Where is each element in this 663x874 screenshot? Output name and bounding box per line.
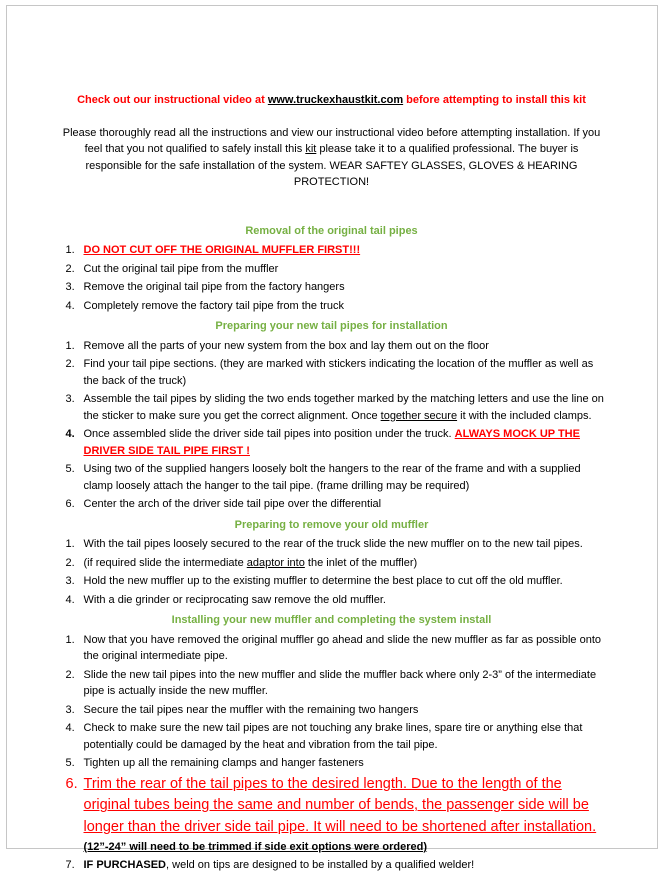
text-segment: Find your tail pipe sections. (they are marked with stickers indicating the location of the muffler as well as the back of the truck) (83, 358, 594, 387)
list-number: 4. (65, 428, 75, 440)
list-item-text (84, 857, 608, 874)
section-heading: Preparing to remove your old muffler (234, 518, 429, 531)
list-number: 2. (65, 668, 75, 681)
list-item-text (84, 261, 608, 278)
list-number: 4. (65, 299, 75, 312)
text-segment: With the tail pipes loosely secured to the rear of the truck slide the new muffler on to the new tail pipes. (83, 538, 583, 550)
text-segment: Tighten up all the remaining clamps and hanger fasteners (83, 757, 364, 769)
instruction-list (66, 536, 608, 608)
list-item (66, 857, 608, 874)
text-segment: Please thoroughly read all the instructions and view our instructional video before attempting installation. If you feel that you not qualified to safely install this (62, 126, 601, 155)
list-item (66, 279, 608, 296)
list-item (66, 755, 608, 772)
list-number: 1. (65, 538, 75, 550)
text-segment: Trim the rear of the tail pipes to the desired length. Due to the length of the original tubes being the same and number of bends, the passenger side will be longer than the driver side tail pipe. It will need to be shortened after installation. (83, 775, 597, 835)
text-segment: the inlet of the muffler) (304, 556, 418, 569)
text-segment: together secure (380, 409, 458, 422)
list-item (66, 592, 608, 609)
list-item (66, 573, 608, 590)
text-segment: (if required slide the intermediate (83, 556, 247, 569)
list-item (66, 667, 608, 700)
text-segment: ALWAYS MOCK UP THE DRIVER SIDE TAIL PIPE FIRST ! (83, 428, 580, 457)
list-number: 4. (65, 593, 75, 606)
list-number: 6. (65, 775, 78, 792)
text-segment: Remove all the parts of your new system from the box and lay them out on the floor (83, 339, 489, 352)
list-item (66, 356, 608, 389)
list-item-text (84, 496, 608, 513)
list-number: 2. (65, 358, 75, 370)
sections-container (56, 223, 608, 874)
list-number: 1. (65, 633, 75, 646)
text-segment: Now that you have removed the original muffler go ahead and slide the new muffler as far as possible onto the original intermediate pipe. (83, 633, 602, 662)
list-number: 6. (65, 498, 75, 510)
list-item-text (84, 242, 608, 259)
list-item (66, 632, 608, 665)
document-page (6, 5, 658, 872)
list-item (66, 720, 608, 753)
list-number: 1. (65, 339, 75, 352)
text-segment: (12”-24” will need to be trimmed if side exit options were ordered) (83, 840, 428, 853)
list-number: 3. (65, 281, 75, 293)
list-number: 3. (65, 393, 75, 405)
list-item (66, 298, 608, 315)
list-item-text (84, 391, 608, 424)
list-item (66, 426, 608, 459)
list-number: 1. (65, 244, 75, 256)
video-link[interactable]: www.truckexhaustkit.com (267, 94, 404, 106)
list-item-text (84, 592, 608, 609)
text-segment: Check out our instructional video at (77, 94, 268, 106)
text-segment: Check to make sure the new tail pipes are not touching any brake lines, spare tire or anything else that potentially could be damaged by the heat and vibration from the tail pipe. (83, 722, 583, 751)
text-segment: Hold the new muffler up to the existing muffler to determine the best place to cut off the old muffler. (83, 575, 563, 587)
list-item (66, 496, 608, 513)
list-number: 3. (65, 575, 75, 587)
list-item-text (84, 632, 608, 665)
list-item (66, 261, 608, 278)
text-segment: adaptor into (246, 556, 305, 569)
section-heading: Installing your new muffler and completing the system install (171, 614, 492, 626)
list-item-text (84, 338, 608, 355)
section-heading: Preparing your new tail pipes for installation (215, 320, 448, 332)
intro-paragraph (56, 125, 608, 191)
list-item (66, 536, 608, 553)
text-segment: , weld on tips are designed to be installed by a qualified welder! (166, 859, 475, 872)
list-number: 5. (65, 757, 75, 769)
list-item (66, 774, 608, 856)
text-segment: Center the arch of the driver side tail pipe over the differential (83, 498, 382, 510)
text-segment: Using two of the supplied hangers loosely bolt the hangers to the rear of the frame and with a supplied clamp loosely attach the hanger to the tail pipe. (frame drilling may be required) (83, 463, 581, 492)
video-notice (56, 92, 608, 109)
text-segment: before attempting to install this kit (403, 94, 586, 106)
text-segment: Once assembled slide the driver side tail pipes into position under the truck. (83, 428, 455, 440)
text-segment: Slide the new tail pipes into the new muffler and slide the muffler back where only 2-3” of the intermediate pipe is actually inside the new muffler. (83, 668, 597, 697)
list-item-text (84, 426, 608, 459)
list-item (66, 242, 608, 259)
list-item (66, 461, 608, 494)
list-item-text (84, 755, 608, 772)
list-item (66, 338, 608, 355)
text-segment: IF PURCHASED (83, 859, 167, 872)
text-segment: With a die grinder or reciprocating saw remove the old muffler. (83, 593, 386, 606)
instruction-list (66, 632, 608, 874)
list-item-text (84, 573, 608, 590)
text-segment: it with the included clamps. (457, 409, 592, 422)
list-item-text (84, 356, 608, 389)
list-number: 4. (65, 722, 75, 734)
text-segment: Remove the original tail pipe from the factory hangers (83, 281, 345, 293)
text-segment: please take it to a qualified professional. The buyer is responsible for the safe installation of the system. WEAR SAFTEY GLASSES, GLOVES & HEARING PROTECTION! (85, 143, 579, 188)
list-item-text (84, 536, 608, 553)
list-item-text (84, 667, 608, 700)
list-number: 5. (65, 463, 75, 475)
list-number: 2. (65, 556, 75, 569)
list-item (66, 391, 608, 424)
text-segment: DO NOT CUT OFF THE ORIGINAL MUFFLER FIRST!!! (83, 244, 361, 256)
list-number: 2. (65, 262, 75, 275)
instruction-list (66, 338, 608, 513)
list-item-text (84, 298, 608, 315)
list-number: 3. (65, 703, 75, 716)
instruction-list (66, 242, 608, 314)
list-item-text (84, 720, 608, 753)
list-item (66, 702, 608, 719)
list-item-text (84, 774, 608, 856)
list-item (66, 555, 608, 572)
list-item-text (84, 279, 608, 296)
text-segment: Secure the tail pipes near the muffler with the remaining two hangers (83, 703, 419, 716)
text-segment: Completely remove the factory tail pipe from the truck (83, 299, 344, 312)
text-segment: Assemble the tail pipes by sliding the two ends together marked by the matching letters and use the line on the sticker to make sure you get the correct alignment. Once (83, 393, 604, 422)
list-item-text (84, 555, 608, 572)
list-item-text (84, 702, 608, 719)
text-segment: Cut the original tail pipe from the muffler (83, 262, 279, 275)
text-segment: kit (305, 143, 317, 155)
list-number: 7. (65, 859, 75, 872)
list-item-text (84, 461, 608, 494)
section-heading: Removal of the original tail pipes (245, 224, 418, 237)
